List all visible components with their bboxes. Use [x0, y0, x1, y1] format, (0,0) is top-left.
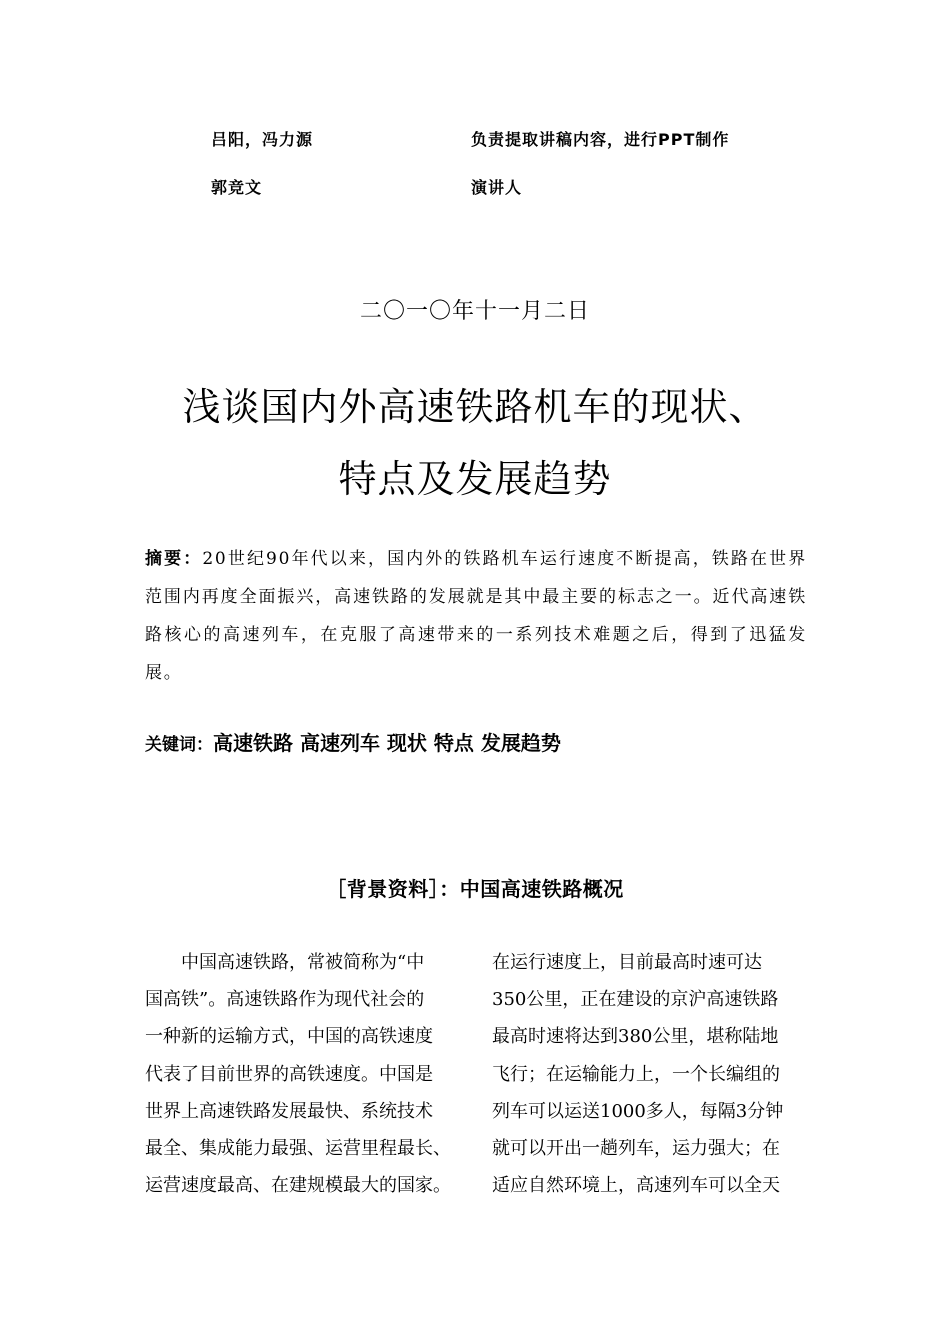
- body-line: 适应自然环境上，高速列车可以全天: [492, 1175, 780, 1197]
- document-date: 二〇一〇年十一月二日: [359, 299, 590, 324]
- abstract-label: 摘要：: [145, 549, 203, 569]
- keywords-label: 关键词：: [145, 735, 213, 755]
- body-line: 在运行速度上，目前最高时速可达: [492, 952, 762, 973]
- body-line: 最全、集成能力最强、运营里程最长、: [145, 1137, 451, 1159]
- credit-role: 演讲人: [471, 178, 523, 197]
- body-line: 世界上高速铁路发展最快、系统技术: [145, 1100, 433, 1122]
- body-line: 代表了目前世界的高铁速度。中国是: [145, 1063, 433, 1085]
- body-line: 一种新的运输方式，中国的高铁速度: [145, 1026, 433, 1048]
- title-line-2: 特点及发展趋势: [338, 457, 612, 501]
- keywords-list: 高速铁路 高速列车 现状 特点 发展趋势: [213, 731, 561, 755]
- body-column-left: [145, 944, 451, 1204]
- title-line-1: 浅谈国内外高速铁路机车的现状、: [182, 385, 768, 429]
- section-heading: ［背景资料］：中国高速铁路概况: [326, 877, 624, 901]
- body-line: 中国高速铁路，常被简称为“中: [145, 952, 425, 973]
- credit-role: 负责提取讲稿内容，进行PPT制作: [471, 130, 730, 149]
- credit-names: 吕阳，冯力源: [211, 130, 314, 149]
- body-line: 就可以开出一趟列车，运力强大；在: [492, 1137, 780, 1159]
- abstract-text: 20世纪90年代以来，国内外的铁路机车运行速度不断提高，铁路在世界范围内再度全面振兴，高速铁路的发展就是其中最主要的标志之一。近代高速铁路核心的高速列车，在克服了高速带来的一系列技术难题之后，得到了迅猛发展。: [145, 549, 807, 683]
- credit-row: [0, 175, 950, 205]
- credit-row: [0, 127, 950, 157]
- body-line: 运营速度最高、在建规模最大的国家。: [145, 1175, 451, 1197]
- body-line: 国高铁”。高速铁路作为现代社会的: [145, 989, 425, 1011]
- body-line: 最高时速将达到380公里，堪称陆地: [492, 1026, 779, 1048]
- abstract: [145, 540, 807, 692]
- body-column-right: [492, 944, 783, 1204]
- body-line: 列车可以运送1000多人，每隔3分钟: [492, 1100, 784, 1122]
- credit-names: 郭竞文: [211, 178, 263, 197]
- body-line: 飞行；在运输能力上，一个长编组的: [492, 1063, 780, 1085]
- body-line: 350公里，正在建设的京沪高速铁路: [492, 989, 779, 1011]
- keywords: [145, 727, 561, 756]
